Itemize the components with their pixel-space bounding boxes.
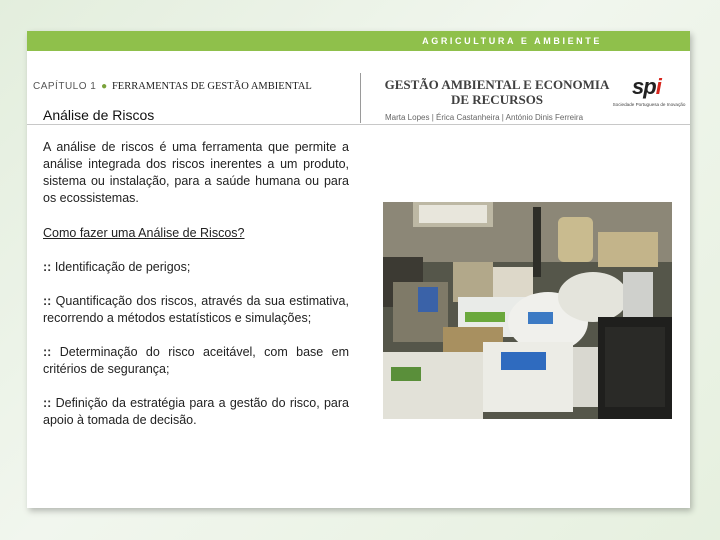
header-divider	[360, 73, 361, 123]
authors: Marta Lopes | Érica Castanheira | António Dinis Ferreira	[385, 113, 584, 122]
step-item	[43, 259, 349, 276]
logo-mark-accent: i	[655, 74, 661, 99]
question-heading: Como fazer uma Análise de Riscos?	[43, 226, 245, 240]
section-title: Análise de Riscos	[43, 107, 155, 123]
photo-illustration	[383, 202, 672, 419]
step-text: Determinação do risco aceitável, com base em critérios de segurança;	[43, 345, 349, 376]
logo-subtitle: Sociedade Portuguesa de Inovação	[612, 102, 686, 107]
chemical-bags-photo	[383, 202, 672, 419]
bullet-marker-icon: ::	[43, 396, 52, 410]
step-text: Identificação de perigos;	[54, 260, 191, 274]
bullet-marker-icon: ::	[43, 345, 52, 359]
chapter-number: CAPÍTULO 1	[33, 81, 97, 92]
banner-text: AGRICULTURA E AMBIENTE	[422, 36, 602, 46]
top-banner	[27, 31, 690, 51]
logo-mark-main: sp	[632, 74, 656, 99]
book-title: GESTÃO AMBIENTAL E ECONOMIA DE RECURSOS	[384, 77, 610, 107]
step-item	[43, 293, 349, 327]
chapter-title: FERRAMENTAS DE GESTÃO AMBIENTAL	[111, 81, 312, 92]
slide	[27, 31, 690, 508]
bullet-marker-icon: ::	[43, 260, 52, 274]
step-item	[43, 395, 349, 429]
chapter-heading	[33, 81, 312, 92]
step-text: Definição da estratégia para a gestão do risco, para apoio à tomada de decisão.	[43, 396, 349, 427]
logo-mark	[632, 74, 661, 100]
intro-paragraph: A análise de riscos é uma ferramenta que permite a análise integrada dos riscos inerentes a um produto, sistema ou instalação, para a saúde humana ou para os ecossistemas.	[43, 140, 349, 205]
bullet-marker-icon: ::	[43, 294, 52, 308]
step-text: Quantificação dos riscos, através da sua estimativa, recorrendo a métodos estatísticos e simulações;	[43, 294, 349, 325]
main-content	[43, 107, 349, 429]
spi-logo	[610, 74, 688, 114]
chapter-bullet-icon: ●	[101, 81, 108, 92]
step-item	[43, 344, 349, 378]
